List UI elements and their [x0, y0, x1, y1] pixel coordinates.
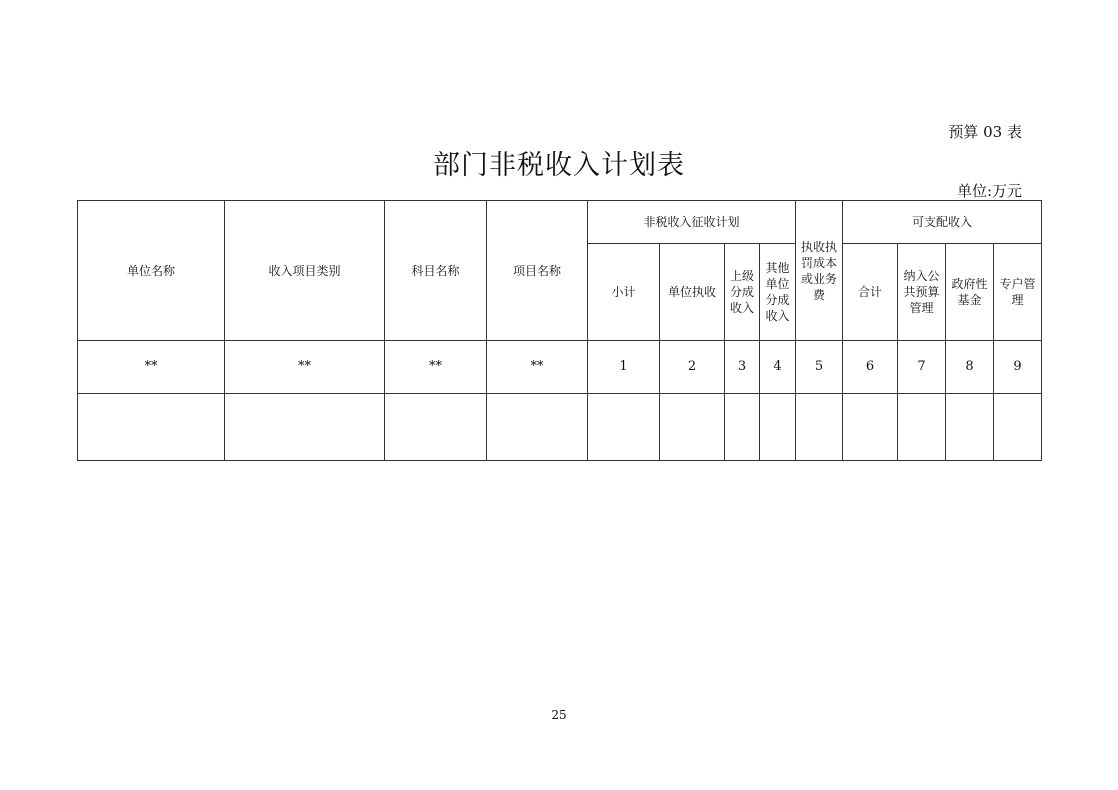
index-cell: 1: [588, 341, 660, 394]
data-cell: [487, 394, 588, 461]
form-code: 预算 03 表: [948, 123, 1022, 141]
page-title: 部门非税收入计划表: [433, 150, 685, 181]
header-unit-name: 单位名称: [78, 201, 225, 341]
data-cell: [796, 394, 843, 461]
data-cell: [588, 394, 660, 461]
data-cell: [946, 394, 994, 461]
header-income-category: 收入项目类别: [225, 201, 385, 341]
header-upper-share: 上级 分成 收入: [725, 244, 760, 341]
header-subject-name: 科目名称: [385, 201, 487, 341]
data-cell: [225, 394, 385, 461]
header-project-name: 项目名称: [487, 201, 588, 341]
data-cell: [78, 394, 225, 461]
data-cell: [660, 394, 725, 461]
index-cell: **: [385, 341, 487, 394]
header-enforcement-cost: 执收执 罚成本 或业务 费: [796, 201, 843, 341]
header-total: 合计: [843, 244, 898, 341]
budget-table: [77, 200, 1042, 461]
data-cell: [994, 394, 1042, 461]
table-row: [78, 394, 1042, 461]
index-cell: 5: [796, 341, 843, 394]
header-disposable-income: 可支配收入: [843, 201, 1042, 244]
index-cell: 9: [994, 341, 1042, 394]
header-public-budget: 纳入公 共预算 管理: [898, 244, 946, 341]
unit-label: 单位:万元: [956, 182, 1022, 200]
header-unit-collection: 单位执收: [660, 244, 725, 341]
header-collection-plan: 非税收入征收计划: [588, 201, 796, 244]
header-other-share: 其他 单位 分成 收入: [760, 244, 796, 341]
index-row: [78, 341, 1042, 394]
index-cell: 6: [843, 341, 898, 394]
index-cell: 2: [660, 341, 725, 394]
index-cell: 4: [760, 341, 796, 394]
index-cell: 3: [725, 341, 760, 394]
header-subtotal: 小计: [588, 244, 660, 341]
index-cell: **: [487, 341, 588, 394]
page-number: 25: [551, 708, 567, 722]
index-cell: **: [78, 341, 225, 394]
data-cell: [843, 394, 898, 461]
header-gov-fund: 政府性 基金: [946, 244, 994, 341]
data-cell: [898, 394, 946, 461]
index-cell: 8: [946, 341, 994, 394]
header-row-1: [78, 201, 1042, 244]
data-cell: [385, 394, 487, 461]
index-cell: **: [225, 341, 385, 394]
header-special-account: 专户管 理: [994, 244, 1042, 341]
data-cell: [725, 394, 760, 461]
data-cell: [760, 394, 796, 461]
index-cell: 7: [898, 341, 946, 394]
